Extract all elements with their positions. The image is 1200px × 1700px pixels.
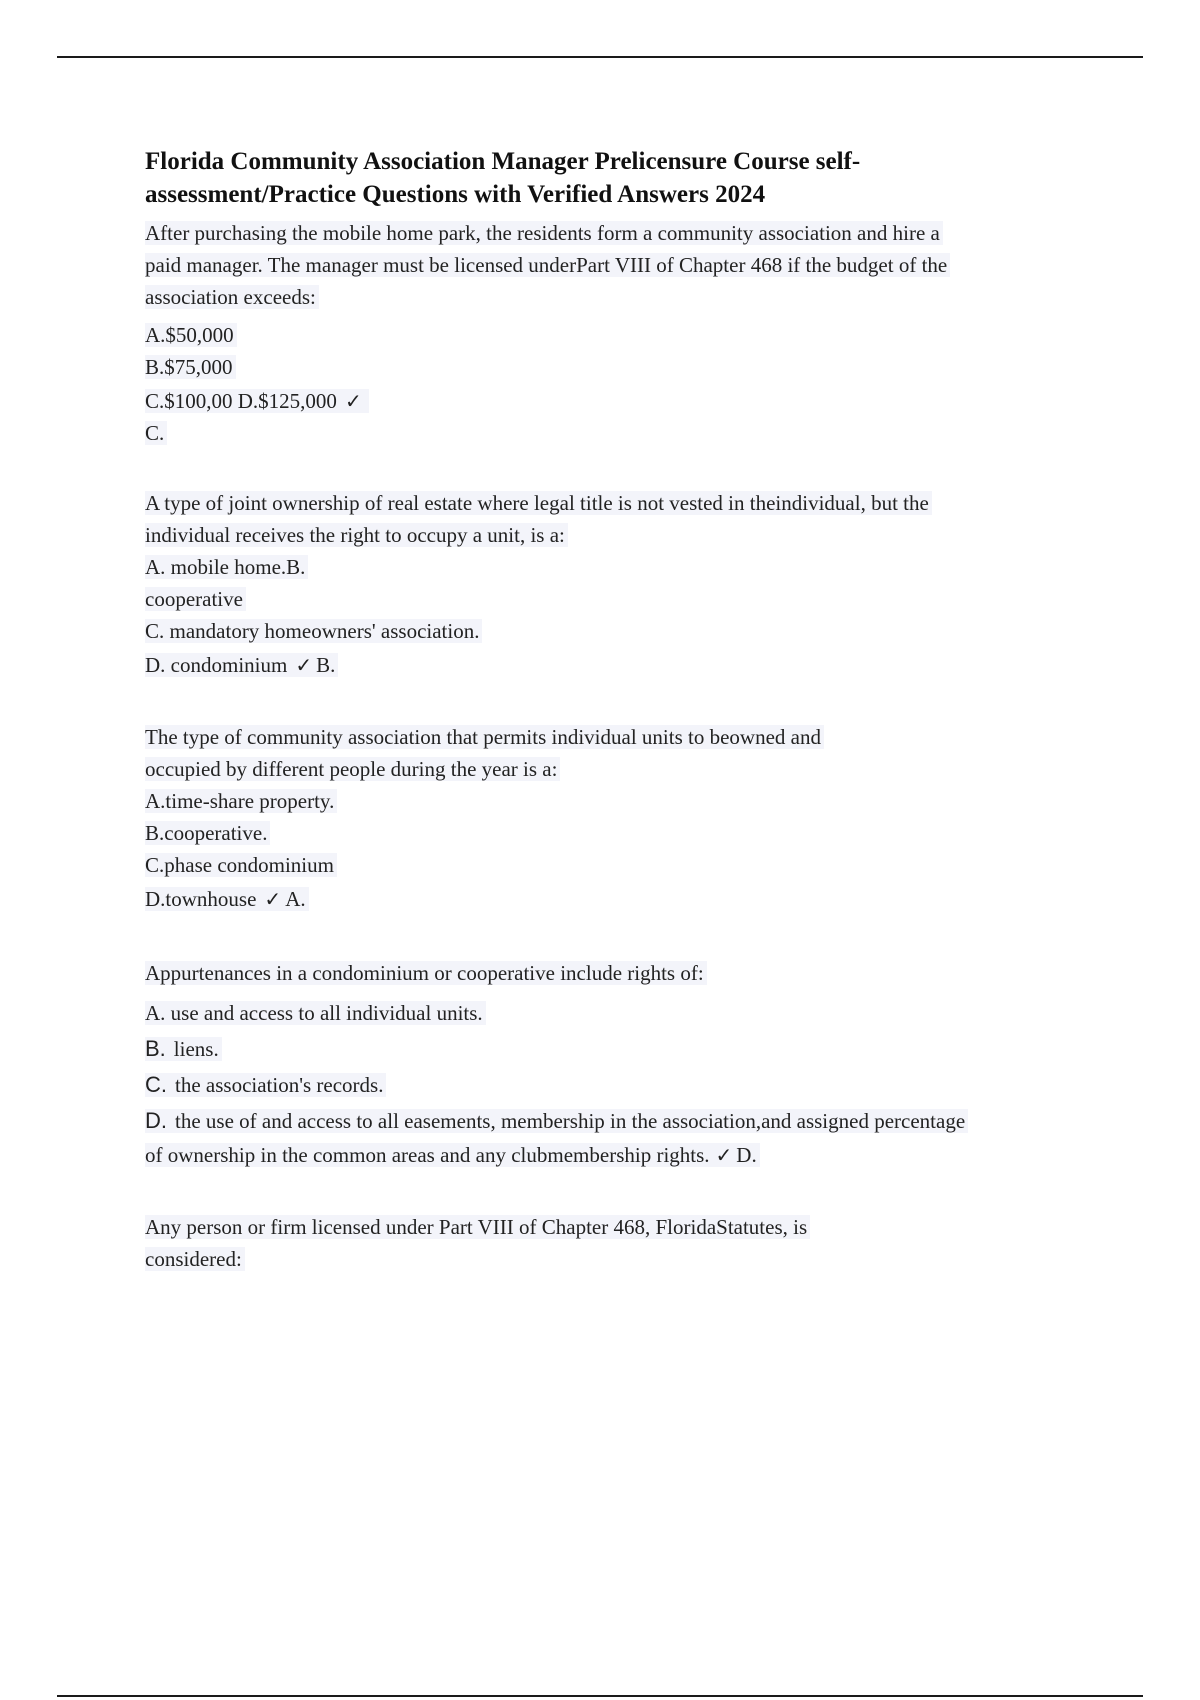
q2-option-a: A. mobile home.B. xyxy=(145,555,308,579)
q2-answer: B. xyxy=(316,653,336,677)
top-rule xyxy=(57,56,1143,58)
q4-option-b: liens. xyxy=(173,1037,219,1061)
q1-answer: C. xyxy=(145,421,167,445)
q3-option-a: A.time-share property. xyxy=(145,789,337,813)
question-1 xyxy=(145,217,1085,449)
title-line-1: Florida Community Association Manager Prelicensure Course self- xyxy=(145,148,861,175)
q3-option-c: C.phase condominium xyxy=(145,853,337,877)
q1-option-cd: C.$100,00 D.$125,000 xyxy=(145,389,337,413)
q5-stem-line-2: considered: xyxy=(145,1247,245,1271)
q2-stem-line-1: A type of joint ownership of real estate where legal title is not vested in theindividual, but the xyxy=(145,491,932,515)
q4-answer: D. xyxy=(736,1143,757,1167)
q5-stem-line-1: Any person or firm licensed under Part VIII of Chapter 468, FloridaStatutes, is xyxy=(145,1215,810,1239)
q4-option-a: A. use and access to all individual units. xyxy=(145,1001,486,1025)
q4-label-d: D. xyxy=(145,1108,167,1133)
q2-option-b: cooperative xyxy=(145,587,246,611)
checkmark-icon: ✓ xyxy=(715,1143,733,1167)
q4-option-c: the association's records. xyxy=(175,1073,384,1097)
q3-answer: A. xyxy=(285,887,306,911)
q3-stem-line-2: occupied by different people during the year is a: xyxy=(145,757,560,781)
question-4 xyxy=(145,957,1085,1171)
document-body xyxy=(145,145,1085,1275)
question-5 xyxy=(145,1211,1085,1275)
q4-option-d-line-1: the use of and access to all easements, membership in the association,and assigned percentage xyxy=(175,1109,966,1133)
q3-option-d: D.townhouse xyxy=(145,887,257,911)
q2-stem-line-2: individual receives the right to occupy a unit, is a: xyxy=(145,523,568,547)
q4-label-c: C. xyxy=(145,1072,167,1097)
checkmark-icon: ✓ xyxy=(344,389,362,413)
checkmark-icon: ✓ xyxy=(264,887,282,911)
q2-option-d: D. condominium xyxy=(145,653,288,677)
checkmark-icon: ✓ xyxy=(295,653,313,677)
bottom-rule xyxy=(57,1695,1143,1697)
q1-stem-line-3: association exceeds: xyxy=(145,285,319,309)
q4-option-d-line-2: of ownership in the common areas and any clubmembership rights. xyxy=(145,1143,710,1167)
q1-option-b: B.$75,000 xyxy=(145,355,236,379)
question-3 xyxy=(145,721,1085,915)
question-2 xyxy=(145,487,1085,681)
q1-stem-line-2: paid manager. The manager must be licensed underPart VIII of Chapter 468 if the budget of the xyxy=(145,253,950,277)
document-title xyxy=(145,145,1085,211)
q1-stem-line-1: After purchasing the mobile home park, the residents form a community association and hire a xyxy=(145,221,943,245)
q3-stem-line-1: The type of community association that permits individual units to beowned and xyxy=(145,725,824,749)
q1-option-a: A.$50,000 xyxy=(145,323,237,347)
q4-label-b: B. xyxy=(145,1036,166,1061)
q2-option-c: C. mandatory homeowners' association. xyxy=(145,619,482,643)
title-line-2: assessment/Practice Questions with Verified Answers 2024 xyxy=(145,181,766,208)
q4-stem: Appurtenances in a condominium or cooperative include rights of: xyxy=(145,961,707,985)
q3-option-b: B.cooperative. xyxy=(145,821,270,845)
